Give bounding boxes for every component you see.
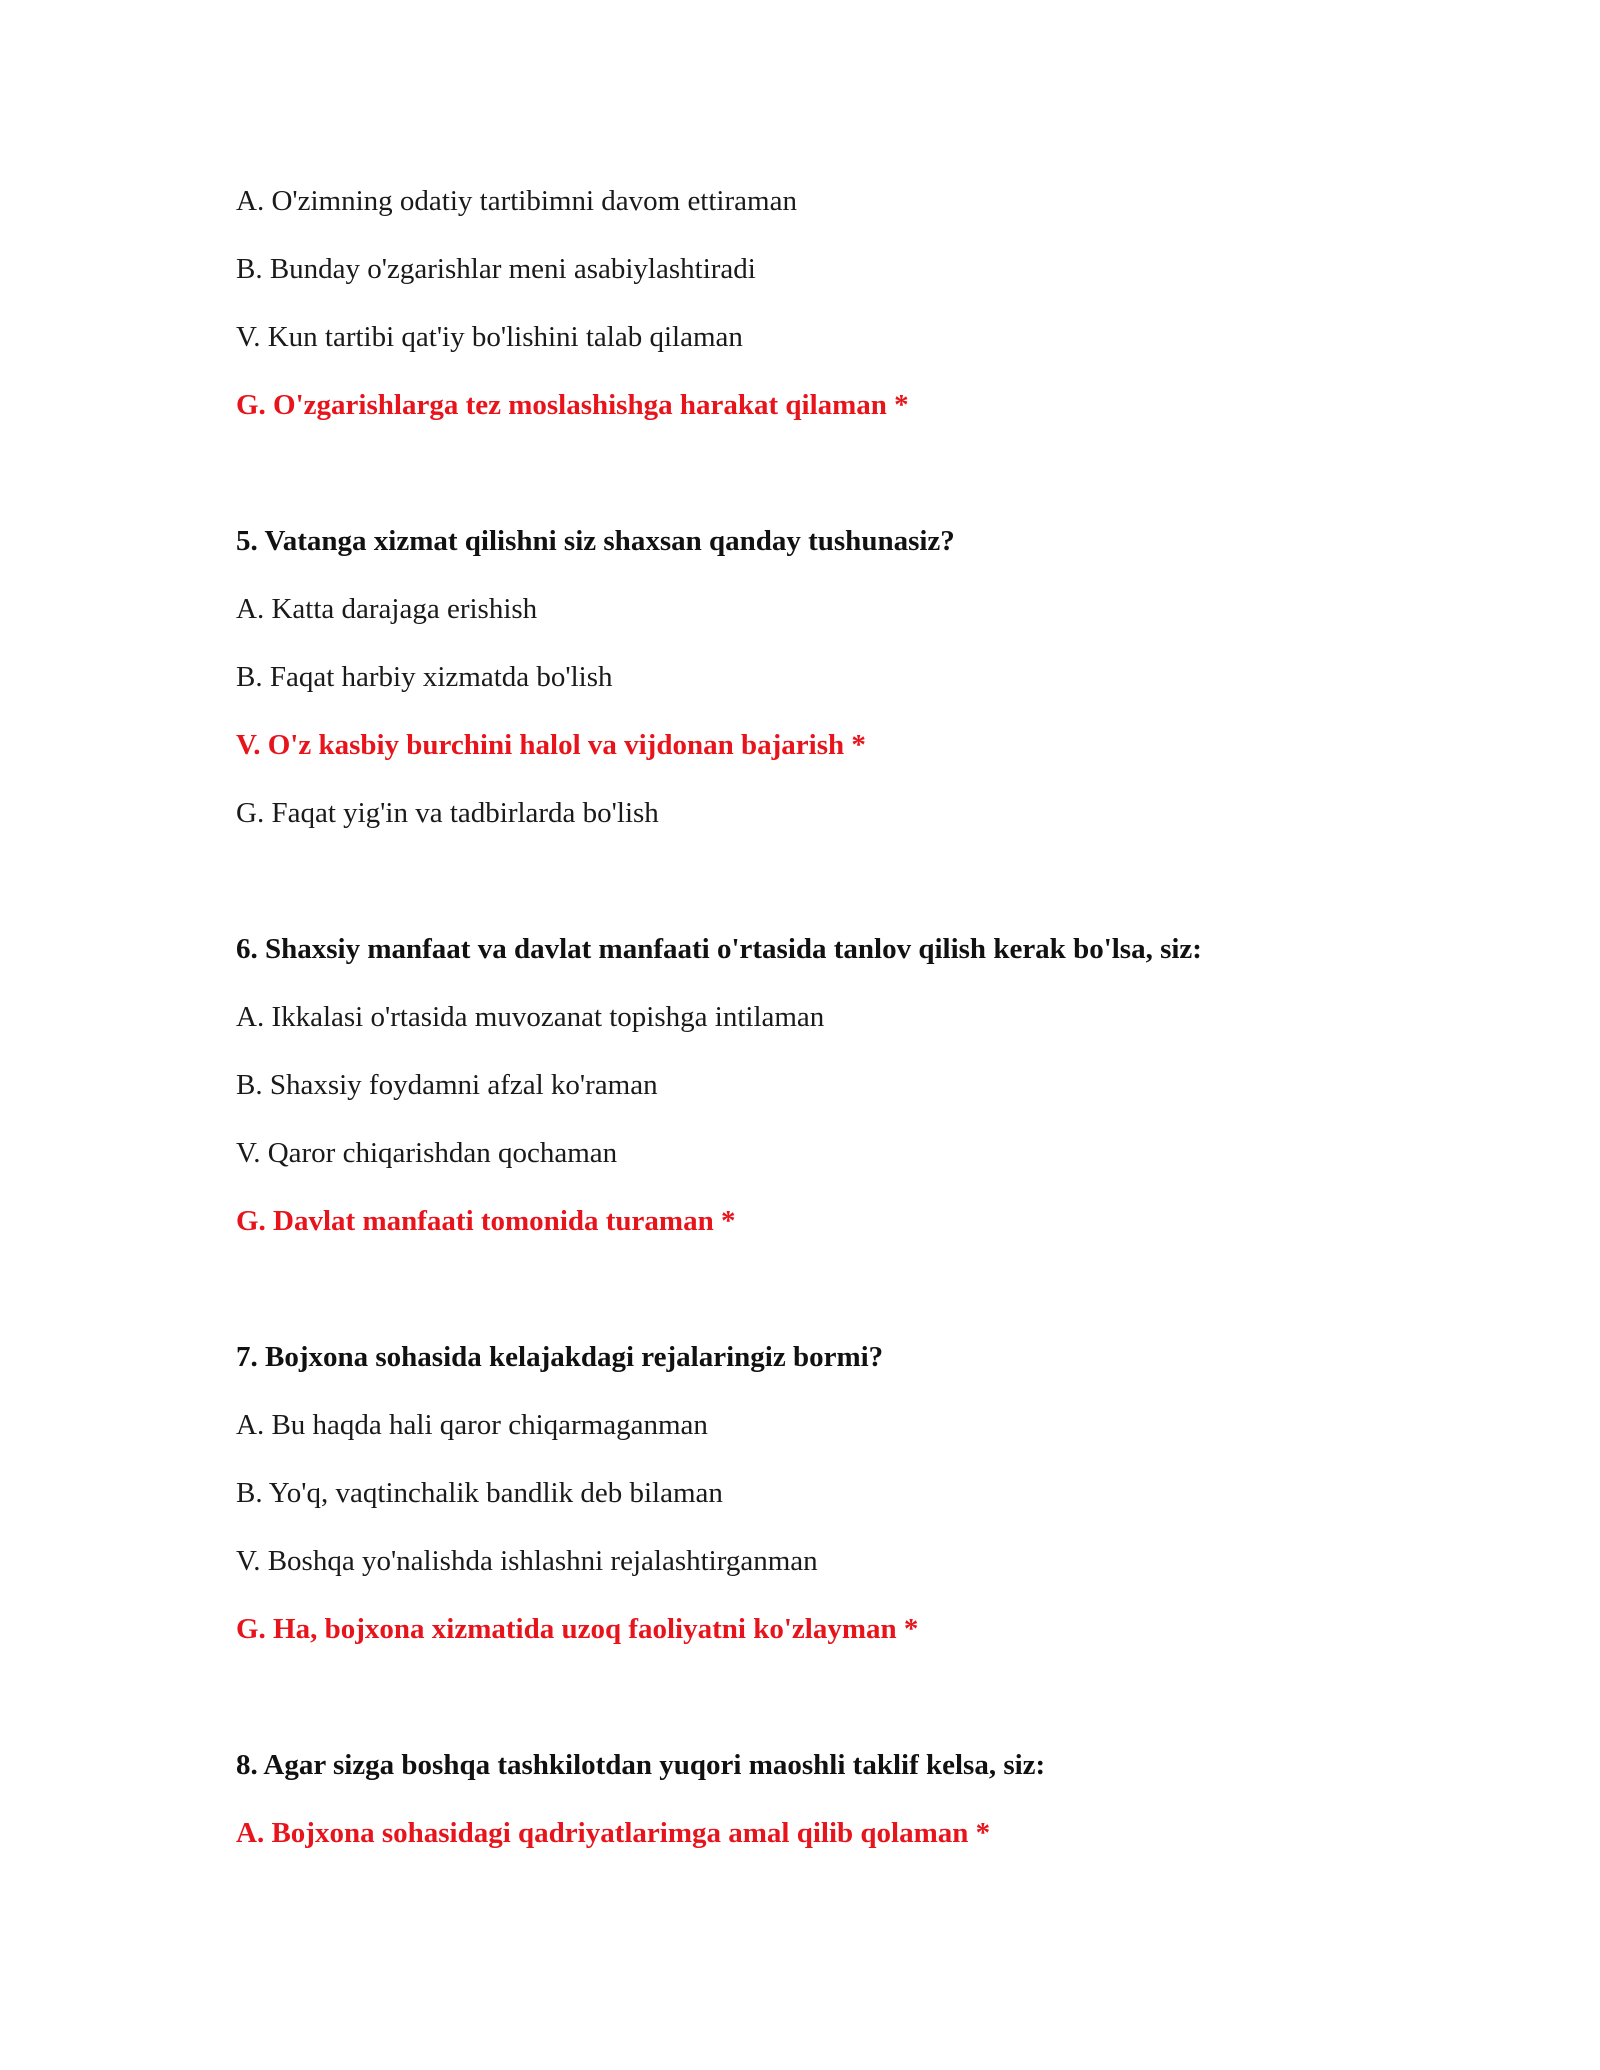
option-a: A. Bu haqda hali qaror chiqarmaganman (236, 1409, 708, 1441)
option-b: B. Shaxsiy foydamni afzal ko'raman (236, 1069, 658, 1101)
block-spacer (236, 1680, 1436, 1748)
option-g-correct: G. O'zgarishlarga tez moslashishga harakat qilaman * (236, 389, 909, 421)
option-a: A. Ikkalasi o'rtasida muvozanat topishga intilaman (236, 1001, 825, 1033)
option-a-correct: A. Bojxona sohasidagi qadriyatlarimga amal qilib qolaman * (236, 1817, 991, 1849)
block-spacer (236, 1272, 1436, 1340)
option-g-correct: G. Ha, bojxona xizmatida uzoq faoliyatni ko'zlayman * (236, 1613, 919, 1645)
quiz-content (236, 184, 1436, 1884)
option-a: A. O'zimning odatiy tartibimni davom ettiraman (236, 185, 797, 217)
question-6: 6. Shaxsiy manfaat va davlat manfaati o'rtasida tanlov qilish kerak bo'lsa, siz: (236, 933, 1202, 965)
option-b: B. Yo'q, vaqtinchalik bandlik deb bilaman (236, 1477, 723, 1509)
option-g: G. Faqat yig'in va tadbirlarda bo'lish (236, 797, 659, 829)
option-v: V. Kun tartibi qat'iy bo'lishini talab qilaman (236, 321, 743, 353)
question-7: 7. Bojxona sohasida kelajakdagi rejalaringiz bormi? (236, 1341, 884, 1373)
question-8: 8. Agar sizga boshqa tashkilotdan yuqori maoshli taklif kelsa, siz: (236, 1749, 1046, 1781)
option-v-correct: V. O'z kasbiy burchini halol va vijdonan bajarish * (236, 729, 866, 761)
block-spacer (236, 864, 1436, 932)
option-v: V. Qaror chiqarishdan qochaman (236, 1137, 618, 1169)
option-a: A. Katta darajaga erishish (236, 593, 538, 625)
option-g-correct: G. Davlat manfaati tomonida turaman * (236, 1205, 736, 1237)
block-spacer (236, 456, 1436, 524)
option-v: V. Boshqa yo'nalishda ishlashni rejalashtirganman (236, 1545, 818, 1577)
option-b: B. Faqat harbiy xizmatda bo'lish (236, 661, 613, 693)
option-b: B. Bunday o'zgarishlar meni asabiylashtiradi (236, 253, 756, 285)
question-5: 5. Vatanga xizmat qilishni siz shaxsan qanday tushunasiz? (236, 525, 955, 557)
